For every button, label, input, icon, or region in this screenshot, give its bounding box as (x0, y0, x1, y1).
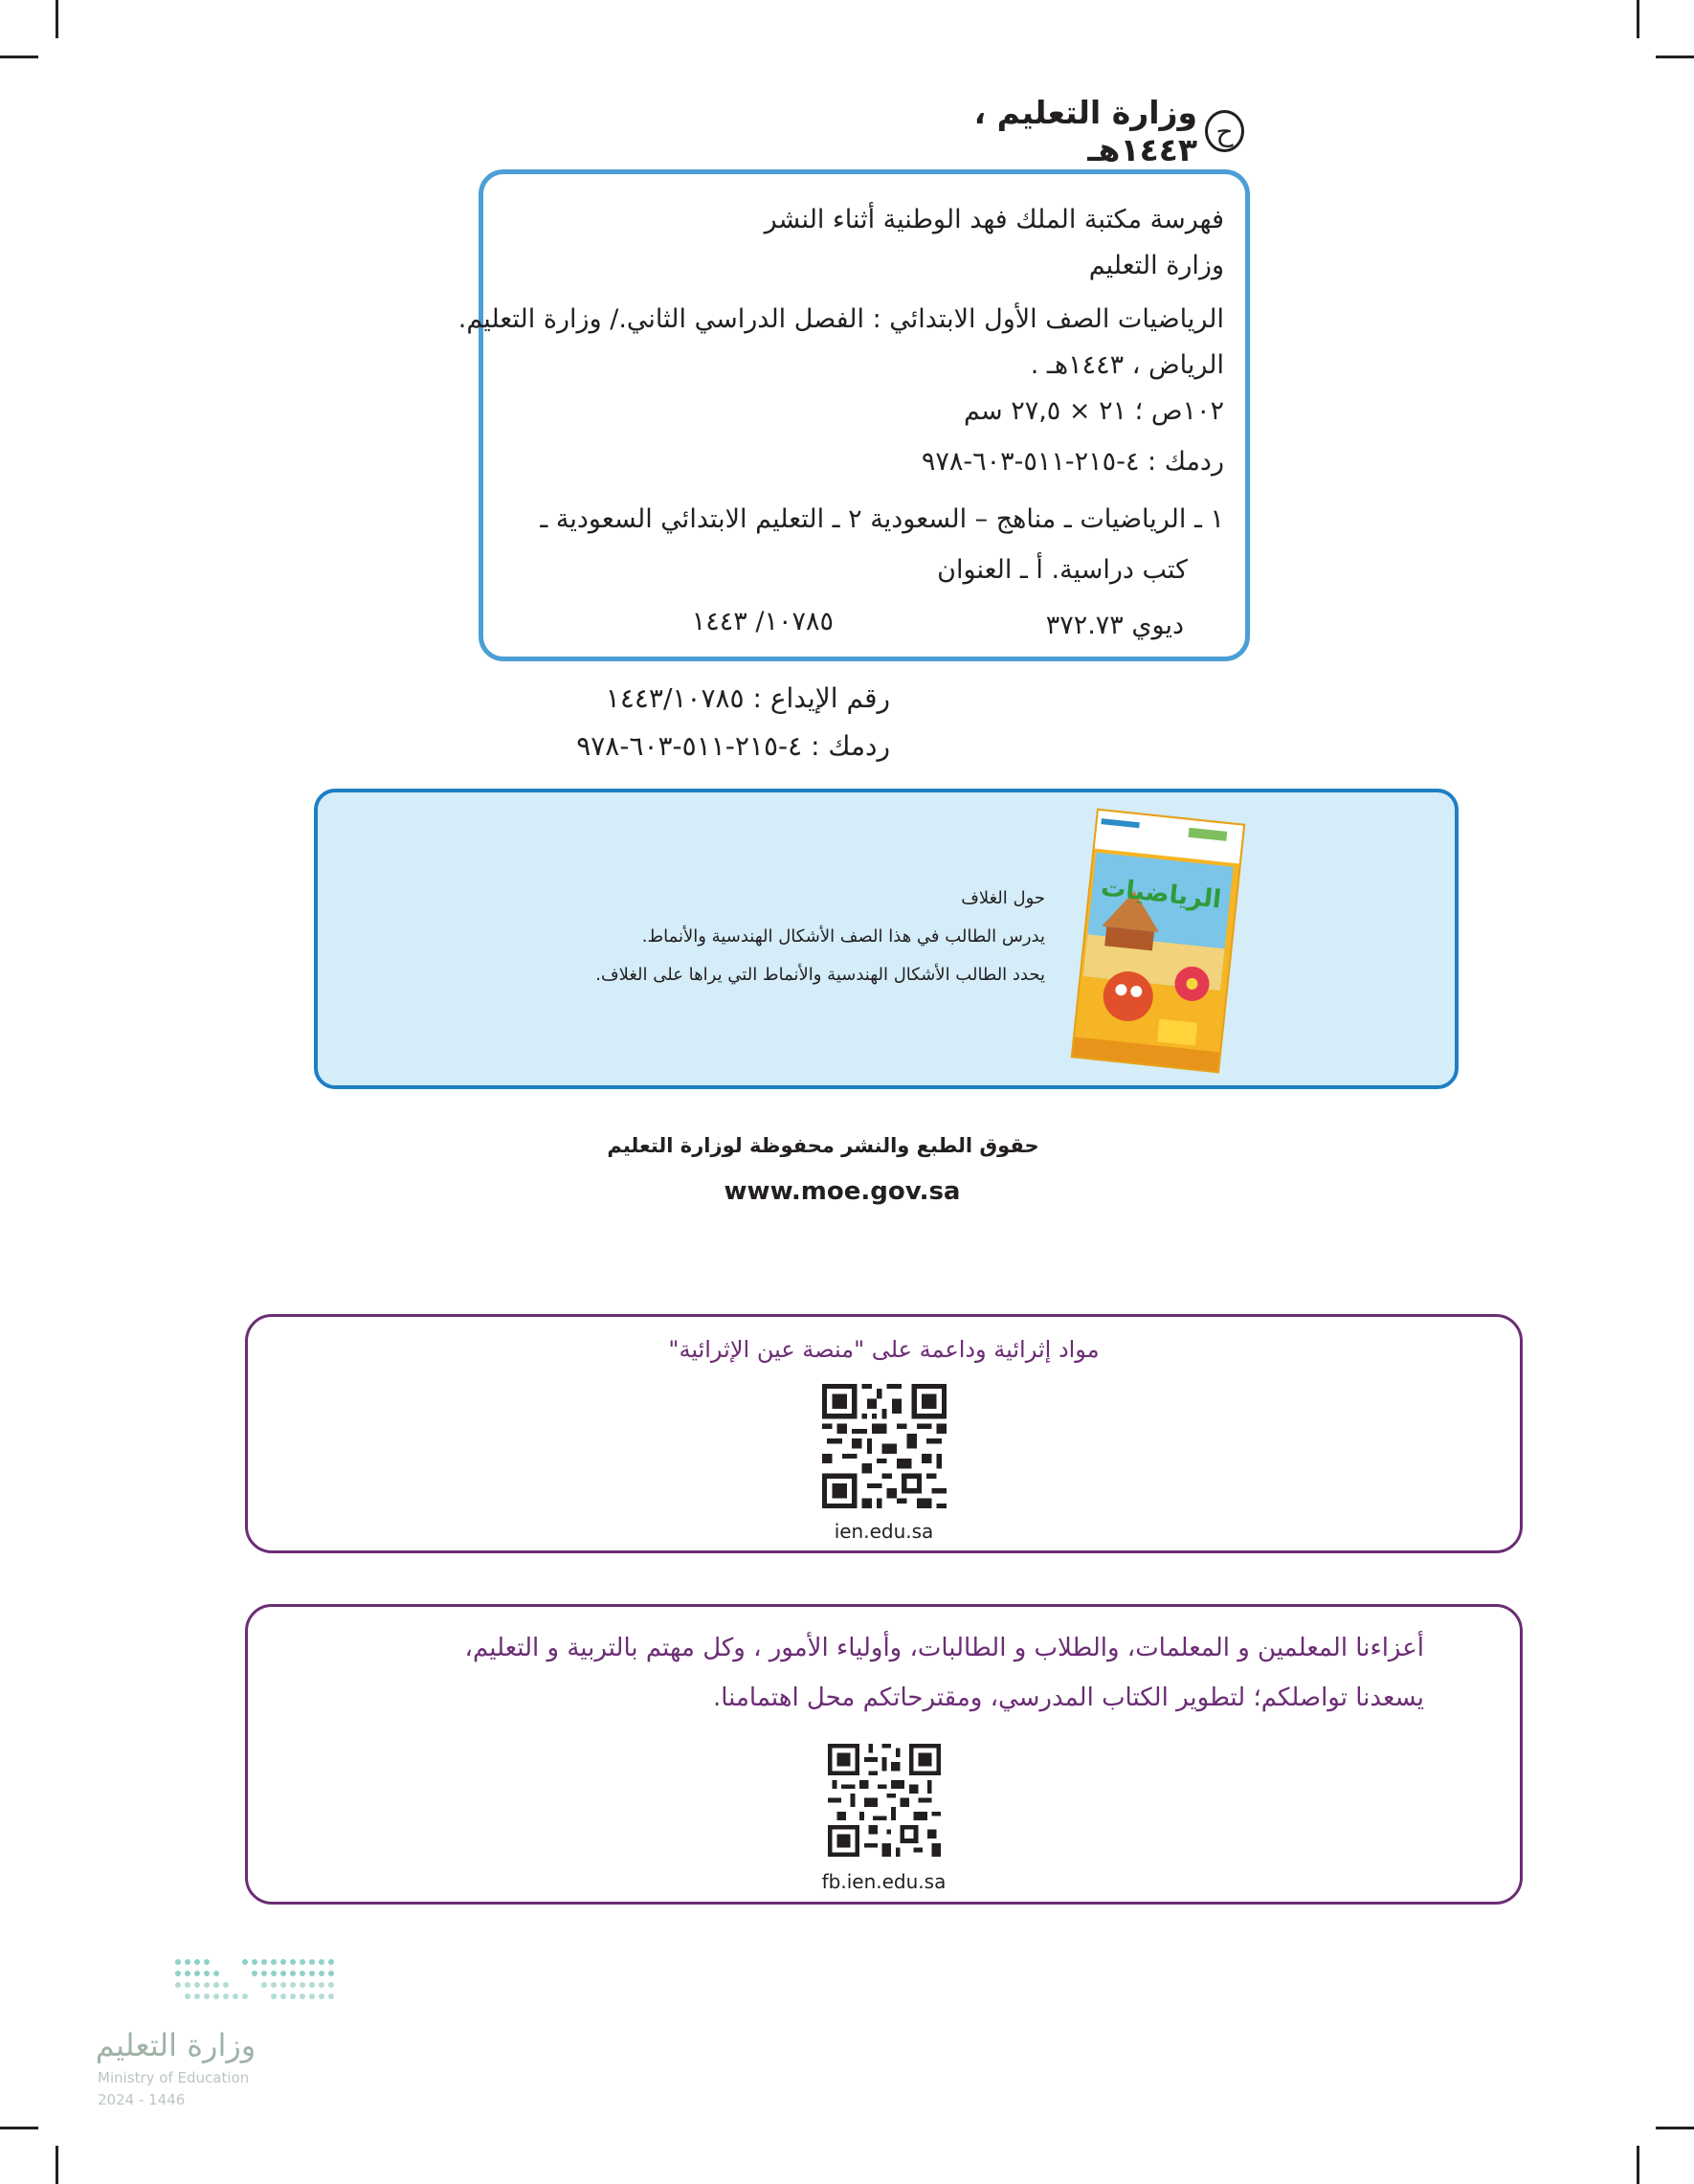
logo-year-text: 2024 - 1446 (98, 2091, 186, 2108)
moe-website-link[interactable]: www.moe.gov.sa (724, 1177, 961, 1206)
crop-mark (56, 2146, 58, 2184)
feedback-box (245, 1604, 1523, 1905)
crop-mark (0, 56, 38, 58)
catalog-author: وزارة التعليم (1088, 251, 1224, 280)
catalog-subjects: ١ ـ الرياضيات ـ مناهج – السعودية ٢ ـ التعليم الابتدائي السعودية ـ (540, 504, 1224, 534)
book-cover-illustration (1071, 810, 1243, 1073)
book-cover-image (1071, 809, 1246, 1074)
ministry-logo (92, 1952, 360, 2115)
deposit-number: رقم الإيداع : ١٤٤٣/١٠٧٨٥ (605, 682, 890, 714)
catalog-pages: ١٠٢ص ؛ ٢١ × ٢٧,٥ سم (964, 396, 1224, 426)
copyright-text: وزارة التعليم ، ١٤٤٣هـ (973, 94, 1198, 168)
catalog-place: الرياض ، ١٤٤٣هـ . (1030, 350, 1224, 380)
about-cover-box (314, 789, 1459, 1089)
logo-dots-icon (92, 1952, 360, 2019)
deposit-isbn: ردمك : ٤-٢١٥-٥١١-٦٠٣-٩٧٨ (576, 730, 890, 762)
feedback-url[interactable]: fb.ien.edu.sa (821, 1870, 947, 1893)
cover-title-text: الرياضيات (1099, 873, 1223, 915)
crop-mark (0, 2127, 38, 2129)
crop-mark (1637, 0, 1639, 38)
crop-mark (1637, 2146, 1639, 2184)
copyright-line (880, 94, 1244, 168)
ien-url[interactable]: ien.edu.sa (834, 1520, 934, 1543)
logo-arabic-text: وزارة التعليم (95, 2027, 256, 2063)
catalog-title: الرياضيات الصف الأول الابتدائي : الفصل الدراسي الثاني./ وزارة التعليم. (457, 304, 1224, 334)
ien-title: مواد إثرائية وداعمة على "منصة عين الإثرائية" (668, 1336, 1100, 1363)
feedback-line-1: أعزاءنا المعلمين و المعلمات، والطلاب و الطالبات، وأولياء الأمور ، وكل مهتم بالتربية و التعليم، (464, 1634, 1424, 1662)
catalog-deposit-number: ١٠٧٨٥/ ١٤٤٣ (691, 607, 834, 636)
about-cover-heading: حول الغلاف (961, 888, 1045, 908)
feedback-line-2: يسعدنا تواصلكم؛ لتطوير الكتاب المدرسي، ومقترحاتكم محل اهتمامنا. (712, 1683, 1424, 1712)
catalog-box (457, 169, 1250, 661)
catalog-dewey: ديوي ٣٧٢.٧٣ (1045, 611, 1184, 640)
logo-english-text: Ministry of Education (98, 2069, 250, 2086)
qr-code-icon[interactable] (822, 1384, 947, 1508)
copyright-symbol: ح (1205, 110, 1244, 152)
about-cover-line-1: يدرس الطالب في هذا الصف الأشكال الهندسية والأنماط. (641, 926, 1045, 947)
about-cover-line-2: يحدد الطالب الأشكال الهندسية والأنماط التي يراها على الغلاف. (595, 965, 1045, 985)
crop-mark (1656, 2127, 1694, 2129)
catalog-isbn: ردمك : ٤-٢١٥-٥١١-٦٠٣-٩٧٨ (921, 447, 1224, 477)
catalog-heading: فهرسة مكتبة الملك فهد الوطنية أثناء النشر (764, 205, 1224, 234)
catalog-subjects-2: كتب دراسية. أ ـ العنوان (937, 555, 1188, 585)
crop-mark (1656, 56, 1694, 58)
rights-reserved: حقوق الطبع والنشر محفوظة لوزارة التعليم (607, 1134, 1039, 1157)
qr-code-icon[interactable] (828, 1744, 941, 1857)
ien-platform-box (245, 1314, 1523, 1553)
crop-mark (56, 0, 58, 38)
